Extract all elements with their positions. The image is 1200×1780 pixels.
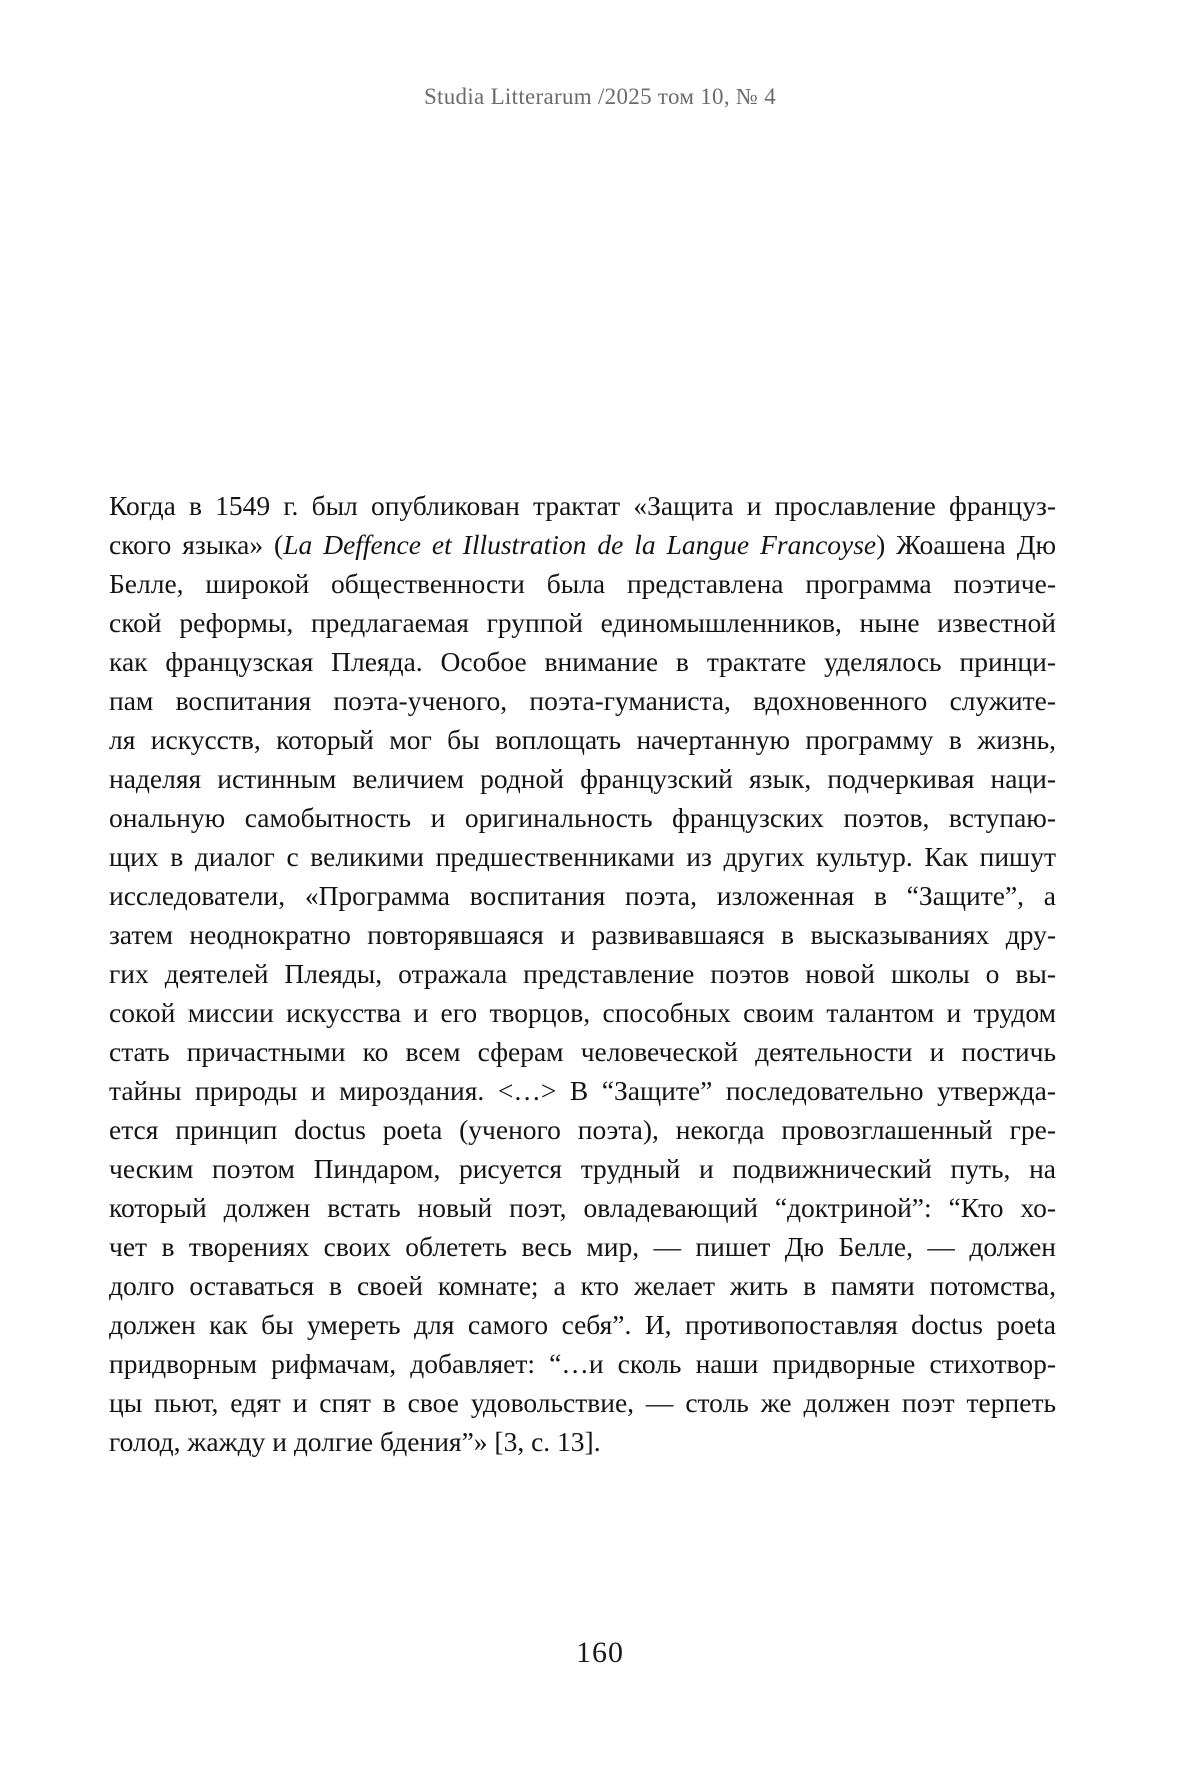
book-title-italic: La Deffence et Illustration de la Langue Francoyse — [283, 529, 877, 560]
text-line — [109, 1036, 1056, 1068]
text-span: сокой миссии искусства и его творцов, способных своим талантом и трудом — [109, 997, 1056, 1028]
text-span: стать причастными ко всем сферам человеческой деятельности и постичь — [109, 1036, 1056, 1067]
text-line — [109, 646, 1056, 678]
text-line — [109, 1231, 1056, 1263]
text-span: ональную самобытность и оригинальность французских поэтов, вступаю- — [109, 802, 1056, 833]
text-span: придворным рифмачам, добавляет: “…и сколь наши придворные стихотвор- — [109, 1348, 1056, 1379]
text-span: голод, жажду и долгие бдения”» [3, с. 13]. — [109, 1426, 601, 1457]
text-span: ской реформы, предлагаемая группой единомышленников, ныне известной — [109, 607, 1056, 638]
text-span: который должен встать новый поэт, овладевающий “доктриной”: “Кто хо- — [109, 1192, 1056, 1223]
text-span: щих в диалог с великими предшественниками из других культур. Как пишут — [109, 841, 1056, 872]
text-line — [109, 529, 1056, 561]
text-line — [109, 685, 1056, 717]
text-span: должен как бы умереть для самого себя”. И, противопоставляя doctus poeta — [109, 1309, 1056, 1340]
text-line — [109, 607, 1056, 639]
text-line — [109, 1270, 1056, 1302]
text-line — [109, 880, 1056, 912]
text-line — [109, 1426, 1056, 1458]
text-line — [109, 1387, 1056, 1419]
text-span: исследователи, «Программа воспитания поэта, изложенная в “Защите”, а — [109, 880, 1056, 911]
text-line — [109, 1192, 1056, 1224]
text-span: Белле, широкой общественности была представлена программа поэтиче- — [109, 568, 1056, 599]
text-line — [109, 1075, 1056, 1107]
text-line — [109, 958, 1056, 990]
text-span: цы пьют, едят и спят в свое удовольствие, — столь же должен поэт терпеть — [109, 1387, 1056, 1418]
text-line — [109, 997, 1056, 1029]
text-line — [109, 490, 1056, 522]
text-span: ) Жоашена Дю — [876, 529, 1056, 560]
text-line — [109, 568, 1056, 600]
text-span: наделяя истинным величием родной французский язык, подчеркивая наци- — [109, 763, 1056, 794]
text-line — [109, 1348, 1056, 1380]
text-span: ется принцип doctus poeta (ученого поэта), некогда провозглашенный гре- — [109, 1114, 1056, 1145]
text-span: долго оставаться в своей комнате; а кто желает жить в памяти потомства, — [109, 1270, 1056, 1301]
text-line — [109, 1114, 1056, 1146]
text-span: гих деятелей Плеяды, отражала представление поэтов новой школы о вы- — [109, 958, 1056, 989]
text-span: ческим поэтом Пиндаром, рисуется трудный и подвижнический путь, на — [109, 1153, 1056, 1184]
page-number — [0, 1636, 1200, 1670]
text-line — [109, 1309, 1056, 1341]
text-span: Когда в 1549 г. был опубликован трактат «Защита и прославление француз- — [109, 490, 1056, 521]
running-title: Studia Litterarum /2025 том 10, № 4 — [423, 84, 777, 109]
text-span: пам воспитания поэта-ученого, поэта-гуманиста, вдохновенного служите- — [109, 685, 1056, 716]
text-span: ского языка» ( — [109, 529, 284, 560]
text-line — [109, 841, 1056, 873]
text-line — [109, 763, 1056, 795]
text-line — [109, 919, 1056, 951]
text-span: затем неоднократно повторявшаяся и развивавшаяся в высказываниях дру- — [109, 919, 1056, 950]
text-span: тайны природы и мироздания. <…> В “Защите” последовательно утвержда- — [109, 1075, 1056, 1106]
text-line — [109, 724, 1056, 756]
text-line — [109, 1153, 1056, 1185]
text-line — [109, 802, 1056, 834]
page-number-text: 160 — [576, 1636, 624, 1669]
text-span: как французская Плеяда. Особое внимание в трактате уделялось принци- — [109, 646, 1056, 677]
text-span: чет в творениях своих облететь весь мир, — пишет Дю Белле, — должен — [109, 1231, 1056, 1262]
text-span: ля искусств, который мог бы воплощать начертанную программу в жизнь, — [109, 724, 1056, 755]
